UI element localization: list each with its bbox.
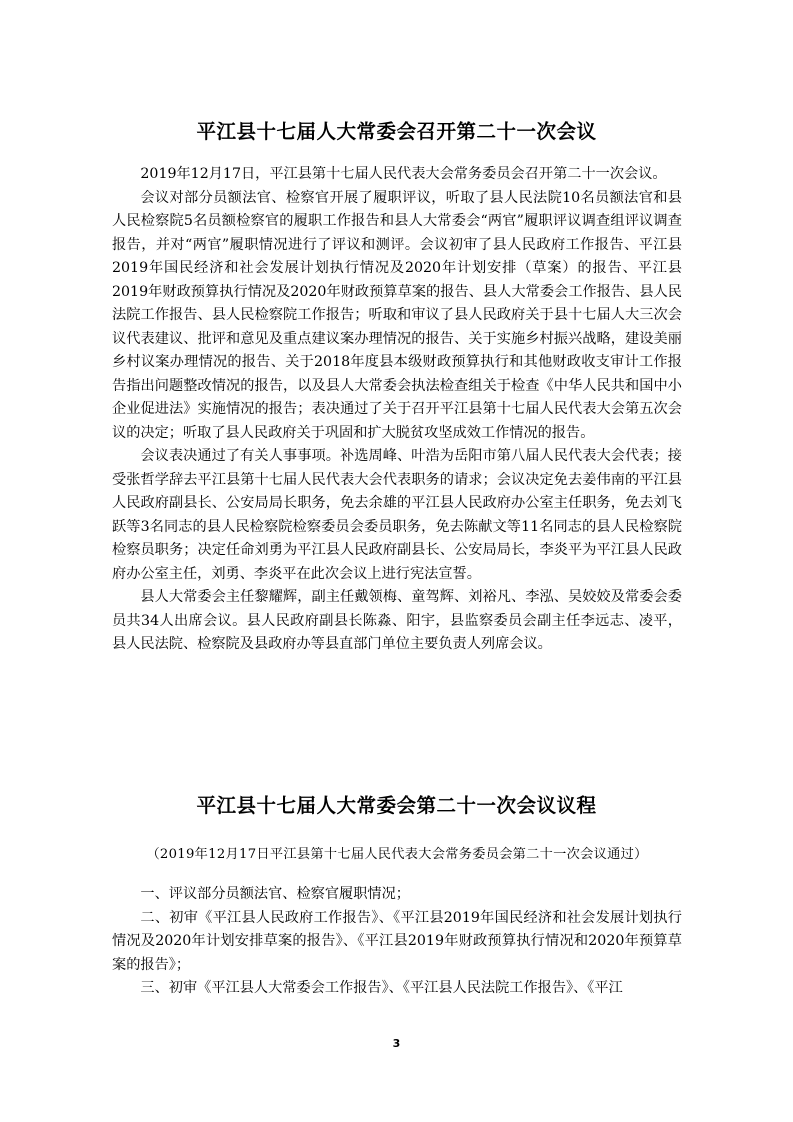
paragraph: 2019年12月17日，平江县第十七届人民代表大会常务委员会召开第二十一次会议。 <box>140 166 667 182</box>
paragraph: 会议表决通过了有关人事事项。补选周峰、叶浩为岳阳市第八届人民代表大会代表；接受张哲学辞去平江县第十七届人民代表大会代表职务的请求；会议决定免去姜伟南的平江县人民政府副县长、公安局局长职务，免去余雄的平江县人民政府办公室主任职务，免去刘飞跃等3名同志的县人民检察院检察委员会委员职务，免去陈献文等11名同志的县人民检察院检察员职务；决定任命刘勇为平江县人民政府副县长、公安局局长，李炎平为平江县人民政府办公室主任，刘勇、李炎平在此次会议上进行宪法宣誓。 <box>112 448 682 582</box>
agenda-list <box>112 883 682 1001</box>
paragraph: 会议对部分员额法官、检察官开展了履职评议，听取了县人民法院10名员额法官和县人民检察院5名员额检察官的履职工作报告和县人大常委会“两官”履职评议调查组评议调查报告，并对“两官”履职情况进行了评议和测评。会议初审了县人民政府工作报告、平江县2019年国民经济和社会发展计划执行情况及2020年计划安排（草案）的报告、平江县2019年财政预算执行情况及2020年财政预算草案的报告、县人大常委会工作报告、县人民法院工作报告、县人民检察院工作报告；听取和审议了县人民政府关于县十七届人大三次会议代表建议、批评和意见及重点建议案办理情况的报告、关于实施乡村振兴战略，建设美丽乡村议案办理情况的报告、关于2018年度县本级财政预算执行和其他财政收支审计工作报告指出问题整改情况的报告，以及县人大常委会执法检查组关于检查《中华人民共和国中小企业促进法》实施情况的报告；表决通过了关于召开平江县第十七届人民代表大会第五次会议的决定；听取了县人民政府关于巩固和扩大脱贫攻坚成效工作情况的报告。 <box>112 189 682 441</box>
agenda-item: 三、初审《平江县人大常委会工作报告》、《平江县人民法院工作报告》、《平江 <box>140 980 623 996</box>
page-title: 平江县十七届人大常委会召开第二十一次会议 <box>196 120 597 143</box>
news-body <box>112 163 682 657</box>
agenda-item: 一、评议部分员额法官、检察官履职情况； <box>140 886 410 902</box>
agenda-title: 平江县十七届人大常委会第二十一次会议议程 <box>196 794 597 817</box>
agenda-item: 二、初审《平江县人民政府工作报告》、《平江县2019年国民经济和社会发展计划执行情况及2020年计划安排草案的报告》、《平江县2019年财政预算执行情况和2020年预算草案的报告》； <box>112 909 682 973</box>
paragraph: 县人大常委会主任黎耀辉，副主任戴领梅、童驾辉、刘裕凡、李泓、吴姣姣及常委会委员共34人出席会议。县人民政府副县长陈淼、阳宇，县监察委员会副主任李远志、凌平，县人民法院、检察院及县政府办等县直部门单位主要负责人列席会议。 <box>112 589 682 652</box>
page-number: 3 <box>392 1037 401 1050</box>
agenda-subtitle: （2019年12月17日平江县第十七届人民代表大会常务委员会第二十一次会议通过） <box>146 847 648 862</box>
